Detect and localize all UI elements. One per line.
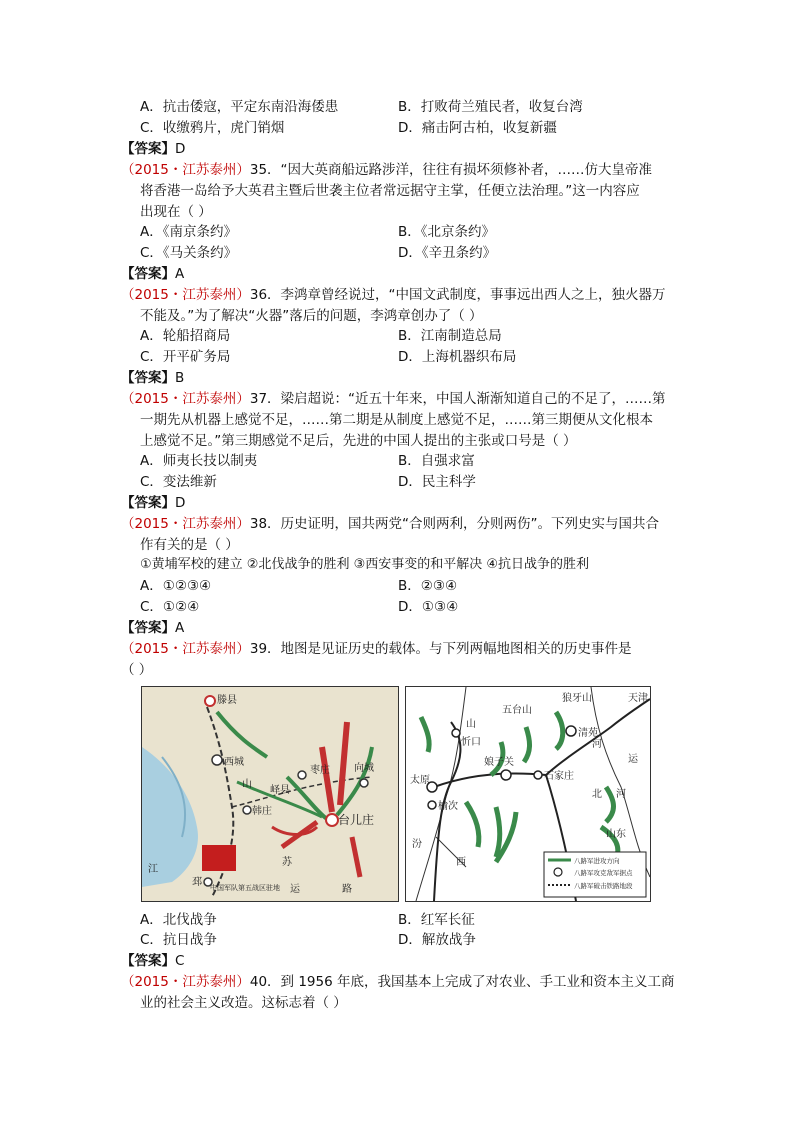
answer-line: 【答案】A <box>121 620 185 636</box>
label-qingyuan: 清苑 <box>578 728 598 739</box>
question-36-line2: 不能及。”为了解决“火器”落后的问题，李鸿章创办了（ ） <box>140 308 483 324</box>
map-hundred-regiments <box>405 686 651 902</box>
option-d: D．上海机器织布局 <box>398 349 517 365</box>
source-tag: （2015・江苏泰州） <box>121 162 250 178</box>
option-d: D．民主科学 <box>398 474 476 490</box>
label-fen: 汾 <box>412 839 422 850</box>
label-tianjin: 天津 <box>628 693 648 704</box>
label-xiangcheng: 向城 <box>354 763 374 774</box>
option-b: B．红军长征 <box>398 912 475 928</box>
label-he2: 河 <box>592 739 602 750</box>
option-c: C．抗日战争 <box>140 932 217 948</box>
label-yuci: 榆次 <box>438 801 458 812</box>
question-35-line3: 出现在（ ） <box>140 204 212 220</box>
answer-line: 【答案】C <box>121 953 185 969</box>
option-c: C．开平矿务局 <box>140 349 231 365</box>
option-c: C．《马关条约》 <box>140 245 238 261</box>
question-38-line2: 作有关的是（ ） <box>140 537 239 553</box>
source-tag: （2015・江苏泰州） <box>121 974 250 990</box>
label-shandong: 山东 <box>606 829 626 840</box>
option-a: A．抗击倭寇，平定东南沿海倭患 <box>140 99 339 115</box>
map-taierzhuang <box>141 686 399 902</box>
option-d: D．痛击阿古柏，收复新疆 <box>398 120 557 136</box>
answer-line: 【答案】D <box>121 495 186 511</box>
question-37-line2: 一期先从机器上感觉不足，……第二期是从制度上感觉不足，……第三期便从文化根本 <box>140 412 653 428</box>
source-tag: （2015・江苏泰州） <box>121 391 250 407</box>
answer-line: 【答案】A <box>121 266 185 282</box>
label-lu: 路 <box>342 884 352 895</box>
map-taierzhuang-drawing <box>142 687 398 901</box>
source-tag: （2015・江苏泰州） <box>121 516 250 532</box>
label-shan: 山 <box>242 779 252 790</box>
label-he: 河 <box>616 789 626 800</box>
question-40-line1: （2015・江苏泰州）40．到 1956 年底，我国基本上完成了对农业、手工业和资本主义工商 <box>121 974 675 990</box>
label-tengxian: 滕县 <box>217 695 237 706</box>
label-xi: 西 <box>456 857 466 868</box>
label-yun: 运 <box>628 754 638 765</box>
question-40-line2: 业的社会主义改造。这标志着（ ） <box>140 995 347 1011</box>
label-shijiazhuang: 石家庄 <box>544 771 574 782</box>
label-hanzhuang: 韩庄 <box>252 806 272 817</box>
label-taierzhuang: 台儿庄 <box>338 813 375 827</box>
answer-line: 【答案】D <box>121 141 186 157</box>
option-b: B．自强求富 <box>398 453 475 469</box>
option-b: B．打败荷兰殖民者，收复台湾 <box>398 99 583 115</box>
question-35-line1: （2015・江苏泰州）35．“因大英商船远路涉洋，往往有损坏须修补者，……仿大皇帝准 <box>121 162 653 178</box>
label-langyashan: 狼牙山 <box>562 693 592 704</box>
option-c: C．①②④ <box>140 599 200 615</box>
label-xinkou: 忻口 <box>461 737 481 748</box>
question-35-line2: 将香港一岛给予大英君主暨后世袭主位者常远据守主掌，任便立法治理。”这一内容应 <box>140 183 640 199</box>
option-c: C．变法维新 <box>140 474 217 490</box>
option-a: A．轮船招商局 <box>140 328 231 344</box>
source-tag: （2015・江苏泰州） <box>121 641 250 657</box>
question-39-line2: （ ） <box>121 662 153 678</box>
legend-stronghold: 八路军攻克敌军据点 <box>574 869 633 877</box>
label-taiyuan: 太原 <box>410 775 430 786</box>
option-b: B．江南制造总局 <box>398 328 502 344</box>
answer-line: 【答案】B <box>121 370 185 386</box>
question-39-line1: （2015・江苏泰州）39．地图是见证历史的载体。与下列两幅地图相关的历史事件是 <box>121 641 632 657</box>
option-d: D．解放战争 <box>398 932 476 948</box>
label-xicheng: 西城 <box>224 757 244 768</box>
legend-railway: 八路军破击铁路地段 <box>574 882 633 890</box>
option-d: D．《辛丑条约》 <box>398 245 497 261</box>
option-b: B．②③④ <box>398 578 458 594</box>
option-c: C．收缴鸦片，虎门销烟 <box>140 120 285 136</box>
label-yixian: 峄县 <box>270 785 290 796</box>
map-hundred-regiments-drawing <box>406 687 650 901</box>
label-jun: 中国军队第五战区驻地 <box>210 884 280 892</box>
label-jiang: 江 <box>148 864 158 875</box>
label-bei: 北 <box>592 789 602 800</box>
label-yun: 运 <box>290 884 300 895</box>
option-a: A．《南京条约》 <box>140 224 237 240</box>
label-wutaishan: 五台山 <box>502 705 532 716</box>
label-pizhou: 邳 <box>192 877 202 888</box>
option-a: A．北伐战争 <box>140 912 217 928</box>
question-37-line3: 上感觉不足。”第三期感觉不足后，先进的中国人提出的主张或口号是（ ） <box>140 433 577 449</box>
option-a: A．师夷长技以制夷 <box>140 453 258 469</box>
question-38-items: ①黄埔军校的建立 ②北伐战争的胜利 ③西安事变的和平解决 ④抗日战争的胜利 <box>140 557 590 572</box>
label-niangziguan: 娘子关 <box>484 757 514 768</box>
question-37-line1: （2015・江苏泰州）37．梁启超说：“近五十年来，中国人渐渐知道自己的不足了，……第 <box>121 391 666 407</box>
question-38-line1: （2015・江苏泰州）38．历史证明，国共两党“合则两利，分则两伤”。下列史实与国共合 <box>121 516 660 532</box>
label-zaozhuang: 枣庄 <box>310 765 330 776</box>
legend-advance: 八路军进攻方向 <box>574 857 620 865</box>
option-b: B．《北京条约》 <box>398 224 496 240</box>
label-shan: 山 <box>466 719 476 730</box>
question-36-line1: （2015・江苏泰州）36．李鸿章曾经说过，“中国文武制度，事事远出西人之上，独火器万 <box>121 287 666 303</box>
option-a: A．①②③④ <box>140 578 212 594</box>
source-tag: （2015・江苏泰州） <box>121 287 250 303</box>
label-su: 苏 <box>282 857 292 868</box>
option-d: D．①③④ <box>398 599 459 615</box>
